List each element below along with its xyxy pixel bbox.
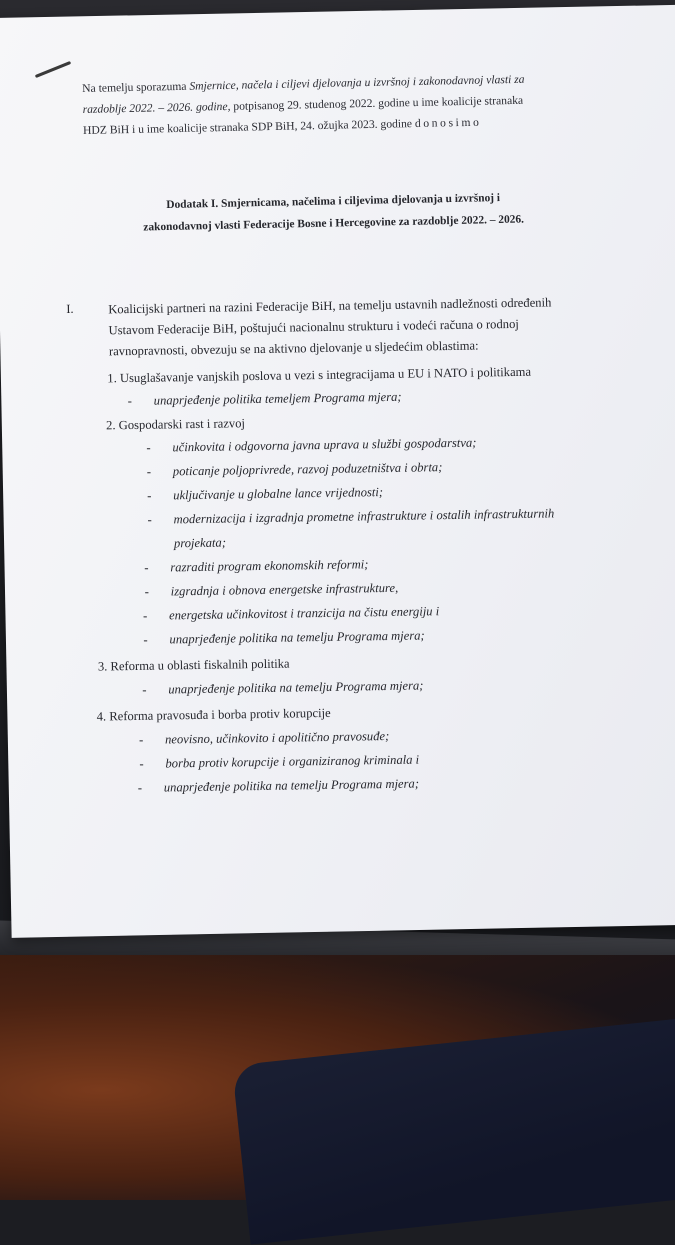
bullet-2-1: - učinkovita i odgovorna javna uprava u službi gospodarstva; bbox=[146, 435, 477, 455]
intro-line-1: Na temelju sporazuma Smjernice, načela i ciljevi djelovanja u izvršnoj i zakonodavnoj vlasti za bbox=[82, 72, 525, 95]
list-item-2: 2. Gospodarski rast i razvoj bbox=[105, 416, 246, 433]
document-title bbox=[118, 186, 549, 239]
intro-line-2: razdoblje 2022. – 2026. godine, potpisanog 29. studenog 2022. godine u ime koalicije stranaka bbox=[82, 93, 524, 116]
title-line-1: Dodatak I. Smjernicama, načelima i ciljevima djelovanja u izvršnoj i bbox=[166, 192, 501, 211]
section-number: I. bbox=[66, 301, 74, 316]
bullet-2-2: - poticanje poljoprivrede, razvoj poduzetništva i obrta; bbox=[146, 460, 443, 479]
list-item-3: 3. Reforma u oblasti fiskalnih politika bbox=[97, 656, 290, 674]
list-item-4: 4. Reforma pravosuđa i borba protiv korupcije bbox=[96, 705, 331, 724]
list-item-1: 1. Usuglašavanje vanjskih poslova u vezi s integracijama u EU i NATO i politikama bbox=[107, 364, 532, 386]
bullet-2-6: - izgradnja i obnova energetske infrastrukture, bbox=[144, 580, 399, 599]
section-line-1: Koalicijski partneri na razini Federacije BiH, na temelju ustavnih nadležnosti određenih bbox=[108, 295, 552, 317]
intro-paragraph bbox=[82, 68, 553, 141]
bullet-4-3: - unaprjeđenje politika na temelju Programa mjera; bbox=[137, 776, 420, 795]
bullet-1-1: - unaprjeđenje politika temeljem Programa mjera; bbox=[127, 389, 402, 409]
bullet-2-4: - modernizacija i izgradnja prometne infrastrukture i ostalih infrastrukturnih bbox=[147, 506, 555, 527]
bullet-2-8: - unaprjeđenje politika na temelju Programa mjera; bbox=[143, 628, 425, 647]
bullet-4-1: - neovisno, učinkovito i apolitično pravosuđe; bbox=[138, 728, 390, 747]
section-line-3: ravnopravnosti, obvezuju se na aktivno djelovanje u sljedećim oblastima: bbox=[108, 338, 479, 359]
bullet-3-1: - unaprjeđenje politika na temelju Programa mjera; bbox=[142, 678, 424, 697]
bullet-2-3: - uključivanje u globalne lance vrijednosti; bbox=[147, 485, 384, 503]
bullet-2-5: - razraditi program ekonomskih reformi; bbox=[144, 557, 369, 575]
intro-line-3: HDZ BiH i u ime koalicije stranaka SDP BiH, 24. ožujka 2023. godine donosimo bbox=[82, 115, 482, 137]
section-paragraph bbox=[108, 291, 609, 362]
bullet-2-4-cont: projekata; bbox=[173, 535, 227, 551]
bullet-4-2: - borba protiv korupcije i organiziranog kriminala i bbox=[139, 752, 420, 771]
title-line-2: zakonodavnoj vlasti Federacije Bosne i Hercegovine za razdoblje 2022. – 2026. bbox=[143, 213, 525, 234]
section-line-2: Ustavom Federacije BiH, poštujući nacionalnu strukturu i vodeći računa o rodnoj bbox=[108, 316, 519, 338]
bullet-2-7: - energetska učinkovitost i tranzicija na čistu energiju i bbox=[142, 604, 440, 623]
